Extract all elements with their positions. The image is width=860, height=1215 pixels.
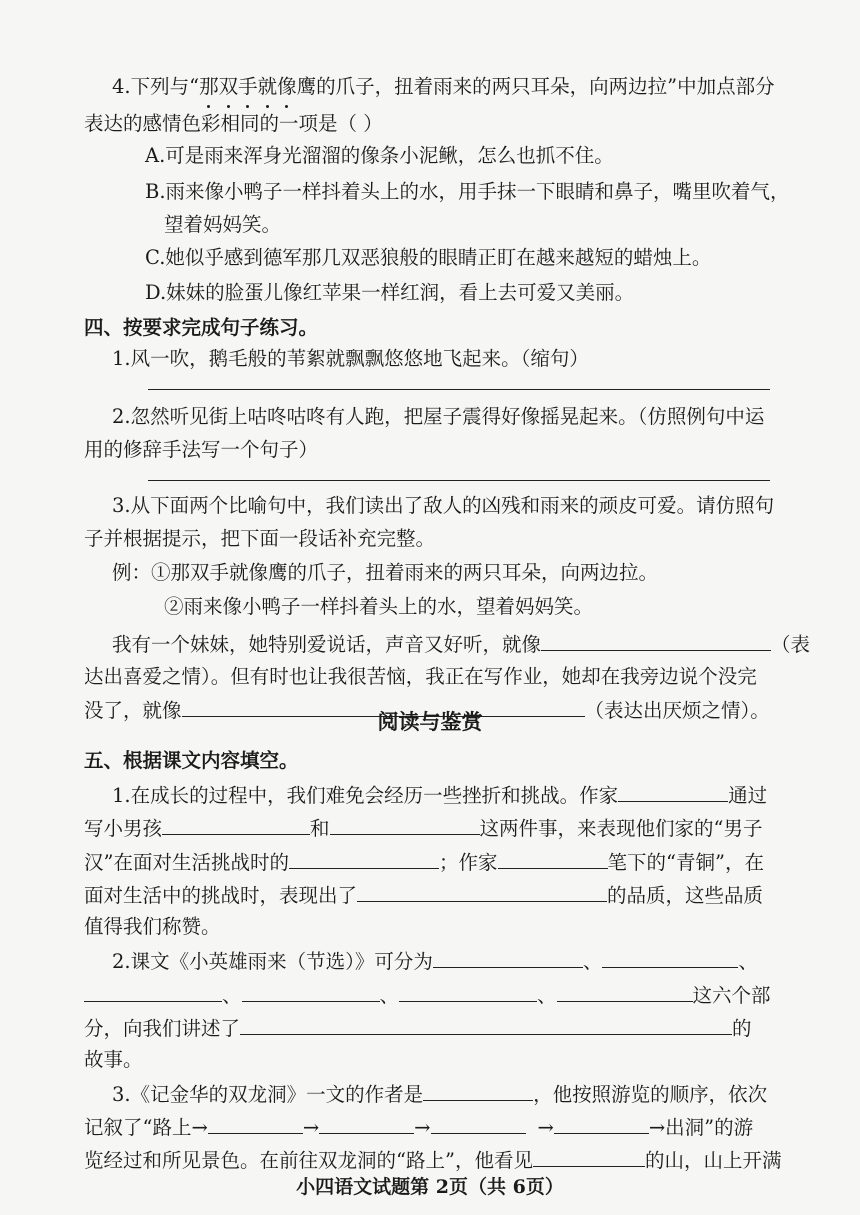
arrow-icon: → xyxy=(302,1116,320,1139)
section4-heading: 四、按要求完成句子练习。 xyxy=(84,316,319,339)
q4-stem-c: ，扭着雨来的两只耳朵，向两边拉”中加点部分 xyxy=(374,75,775,98)
fill-blank[interactable] xyxy=(84,979,222,1002)
text: 2.课文《小英雄雨来（节选）》可分为 xyxy=(112,950,433,973)
text: 这两件事，来表现他们家的“男子 xyxy=(479,817,763,840)
text: 、 xyxy=(379,984,400,1007)
text: 、 xyxy=(738,950,758,973)
fill-blank[interactable] xyxy=(319,1111,414,1134)
q4-stem-line2: 表达的感情色彩相同的一项是（ ） xyxy=(84,112,383,135)
reading-title: 阅读与鉴赏 xyxy=(377,709,483,734)
fill-blank[interactable] xyxy=(162,812,310,835)
text: ；作家 xyxy=(438,851,498,874)
text: 记叙了“路上→ xyxy=(84,1116,208,1139)
page-footer: 小四语文试题第 2页（共 6页） xyxy=(296,1176,564,1198)
fill-blank[interactable] xyxy=(541,628,771,651)
paragraph-line2: 达出喜爱之情）。但有时也让我很苦恼，我正在写作业，她却在我旁边说个没完 xyxy=(84,665,757,688)
text: 、 xyxy=(222,984,242,1007)
sec4-item2: 2.忽然听见街上咕咚咕咚有人跑，把屋子震得好像摇晃起来。（仿照例句中运 xyxy=(112,405,765,428)
text: 的山，山上开满 xyxy=(644,1149,782,1172)
fill-blank[interactable] xyxy=(330,812,480,835)
q4-option-b-cont: 望着妈妈笑。 xyxy=(164,213,282,236)
text: 、 xyxy=(537,984,557,1007)
fill-blank[interactable] xyxy=(289,846,439,869)
text: 和 xyxy=(310,817,330,840)
sec5-q1-line5: 值得我们称赞。 xyxy=(84,915,221,938)
text: 分，向我们讲述了 xyxy=(84,1017,241,1040)
fill-blank[interactable] xyxy=(602,945,738,968)
text: 我有一个妹妹，她特别爱说话，声音又好听，就像 xyxy=(112,633,542,656)
text: 3.《记金华的双龙洞》一文的作者是 xyxy=(112,1083,424,1106)
text: 没了，就像 xyxy=(84,699,182,722)
fill-blank[interactable] xyxy=(431,1111,526,1134)
sec5-q2-line3 xyxy=(0,1012,860,1044)
fill-blank[interactable] xyxy=(423,1078,533,1101)
sec5-q2-line1 xyxy=(0,945,860,977)
dotted-char: 双 xyxy=(219,72,239,102)
text: 汉”在面对生活挑战时的 xyxy=(84,851,289,874)
sec5-q1-line3 xyxy=(0,846,860,878)
dotted-char: 就 xyxy=(258,72,278,102)
q4-stem-a: 4.下列与“ xyxy=(112,75,200,98)
sec5-q3-line2 xyxy=(0,1111,860,1143)
sec4-item3-cont: 子并根据提示，把下面一段话补充完整。 xyxy=(84,527,436,550)
fill-blank[interactable] xyxy=(242,979,380,1002)
arrow-icon: → xyxy=(414,1116,431,1139)
fill-blank[interactable] xyxy=(208,1111,303,1134)
q4-option-d: D.妹妹的脸蛋儿像红苹果一样红润，看上去可爱又美丽。 xyxy=(145,281,635,304)
text: 写小男孩 xyxy=(84,817,163,840)
text: 笔下的“青铜”，在 xyxy=(607,851,764,874)
fill-blank[interactable] xyxy=(357,879,607,902)
text: （表 xyxy=(771,633,811,656)
sec5-q1-line2 xyxy=(0,812,860,844)
text: 、 xyxy=(582,950,603,973)
q4-stem-line1 xyxy=(0,72,860,102)
q4-option-a: A.可是雨来浑身光溜溜的像条小泥鳅，怎么也抓不住。 xyxy=(145,144,614,167)
arrow-icon: → xyxy=(537,1116,554,1139)
text: 的 xyxy=(732,1017,752,1040)
q4-option-b: B.雨来像小鸭子一样抖着头上的水，用手抹一下眼睛和鼻子，嘴里吹着气， xyxy=(145,180,790,203)
fill-blank[interactable] xyxy=(533,1144,645,1167)
answer-line[interactable] xyxy=(148,480,770,481)
q4-stem-b: 鹰的爪子 xyxy=(296,75,375,98)
text: （表达出厌烦之情）。 xyxy=(584,699,770,722)
fill-blank[interactable] xyxy=(399,979,537,1002)
fill-blank[interactable] xyxy=(498,846,608,869)
example-1: 例：①那双手就像鹰的爪子，扭着雨来的两只耳朵，向两边拉。 xyxy=(112,561,659,584)
dotted-char: 像 xyxy=(277,72,297,102)
fill-blank[interactable] xyxy=(554,1111,649,1134)
text: 面对生活中的挑战时，表现出了 xyxy=(84,884,358,907)
text: →出洞”的游 xyxy=(648,1116,754,1139)
text: 1.在成长的过程中，我们难免会经历一些挫折和挑战。作家 xyxy=(112,784,619,807)
text: 这六个部 xyxy=(692,984,771,1007)
sec5-q1-line1 xyxy=(0,779,860,811)
paragraph-line1 xyxy=(0,628,860,660)
dotted-char: 手 xyxy=(238,72,258,102)
dotted-char: 那 xyxy=(199,72,219,102)
sec5-q2-line2 xyxy=(0,979,860,1011)
sec5-q3-line1 xyxy=(0,1078,860,1110)
sec4-item2-cont: 用的修辞手法写一个句子） xyxy=(84,438,319,461)
fill-blank[interactable] xyxy=(557,979,693,1002)
fill-blank[interactable] xyxy=(240,1012,732,1035)
text: 览经过和所见景色。在前往双龙洞的“路上”，他看见 xyxy=(84,1149,533,1172)
section5-heading: 五、根据课文内容填空。 xyxy=(84,749,299,772)
fill-blank[interactable] xyxy=(618,779,728,802)
sec5-q1-line4 xyxy=(0,879,860,911)
answer-line[interactable] xyxy=(148,389,770,390)
sec4-item1: 1.风一吹，鹅毛般的苇絮就飘飘悠悠地飞起来。（缩句） xyxy=(112,347,589,370)
text: 通过 xyxy=(728,784,768,807)
text: 的品质，这些品质 xyxy=(607,884,764,907)
fill-blank[interactable] xyxy=(433,945,583,968)
example-2: ②雨来像小鸭子一样抖着头上的水，望着妈妈笑。 xyxy=(164,595,594,618)
q4-option-c: C.她似乎感到德军那几双恶狼般的眼睛正盯在越来越短的蜡烛上。 xyxy=(145,246,712,269)
sec4-item3: 3.从下面两个比喻句中，我们读出了敌人的凶残和雨来的顽皮可爱。请仿照句 xyxy=(112,494,775,517)
sec5-q2-line4: 故事。 xyxy=(84,1048,143,1071)
text: ，他按照游览的顺序，依次 xyxy=(533,1083,768,1106)
